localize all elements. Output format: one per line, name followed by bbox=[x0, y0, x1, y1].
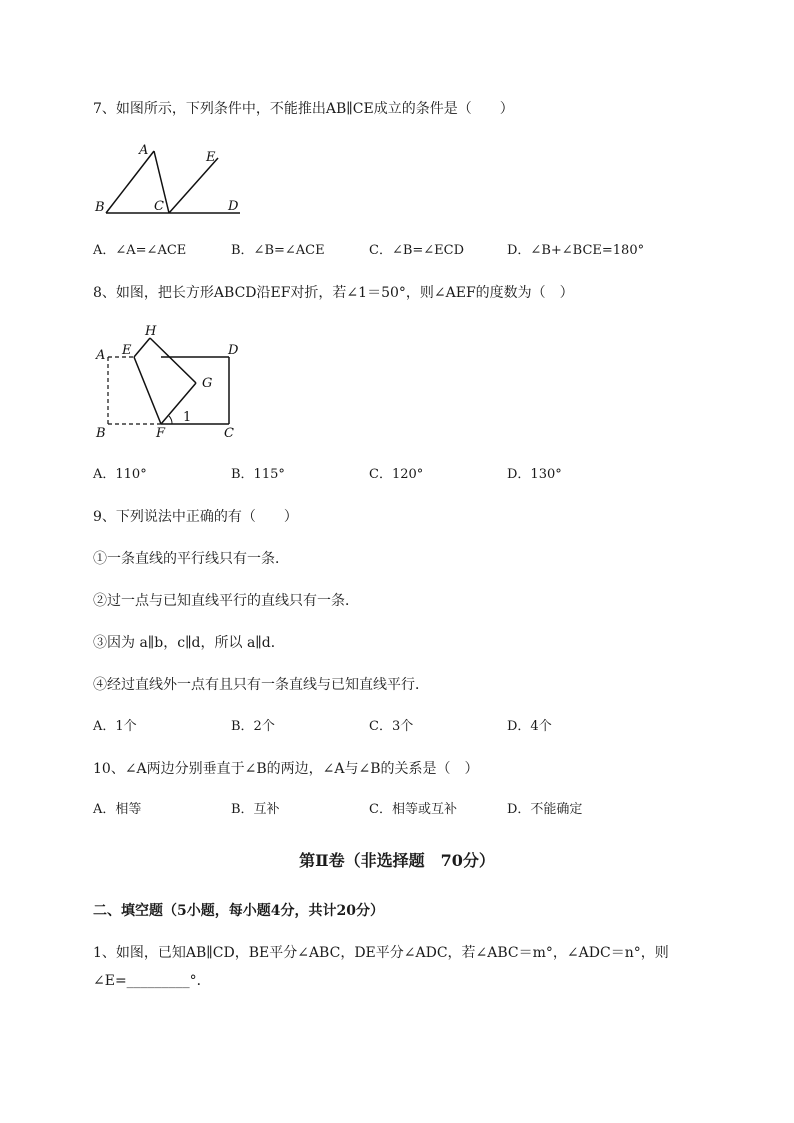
q10-option-d[interactable]: D．不能确定 bbox=[507, 802, 583, 817]
q10-option-c[interactable]: C．相等或互补 bbox=[369, 802, 457, 817]
q8-angle-arc bbox=[169, 416, 172, 424]
q9-statement-2: ②过一点与已知直线平行的直线只有一条． bbox=[93, 593, 359, 609]
q9-statement-1: ①一条直线的平行线只有一条． bbox=[93, 551, 289, 567]
q10-stem: 10、∠A两边分别垂直于∠B的两边，∠A与∠B的关系是（ ） bbox=[93, 761, 479, 777]
fill1-line-2: ∠E=_________°． bbox=[93, 973, 211, 989]
q7-options bbox=[93, 241, 713, 261]
q8-label-c: C bbox=[224, 426, 234, 441]
q9-option-d[interactable]: D．4个 bbox=[507, 719, 552, 734]
q8-label-b: B bbox=[96, 426, 106, 441]
q7-figure bbox=[90, 140, 260, 222]
q8-line-eh bbox=[134, 338, 150, 357]
q7-option-b[interactable]: B．∠B=∠ACE bbox=[231, 243, 325, 258]
q8-line-ef bbox=[134, 357, 161, 424]
q8-stem: 8、如图，把长方形ABCD沿EF对折，若∠1＝50°，则∠AEF的度数为（ ） bbox=[93, 285, 574, 301]
q9-options bbox=[93, 717, 713, 737]
q8-label-d: D bbox=[228, 343, 239, 358]
q9-option-b[interactable]: B．2个 bbox=[231, 719, 275, 734]
q10-options bbox=[93, 800, 713, 820]
q8-label-angle-1: 1 bbox=[183, 410, 192, 425]
q7-option-a[interactable]: A．∠A=∠ACE bbox=[93, 243, 187, 258]
q8-figure bbox=[90, 320, 250, 445]
q8-option-a[interactable]: A．110° bbox=[93, 467, 147, 482]
q8-label-f: F bbox=[156, 426, 166, 441]
q7-label-c: C bbox=[154, 199, 164, 214]
q9-option-c[interactable]: C．3个 bbox=[369, 719, 414, 734]
q7-option-c[interactable]: C．∠B=∠ECD bbox=[369, 243, 465, 258]
q10-option-a[interactable]: A．相等 bbox=[93, 802, 142, 817]
q7-option-d[interactable]: D．∠B+∠BCE=180° bbox=[507, 243, 645, 258]
q7-label-b: B bbox=[95, 200, 105, 215]
q10-option-b[interactable]: B．互补 bbox=[231, 802, 280, 817]
q8-option-b[interactable]: B．115° bbox=[231, 467, 285, 482]
q8-options bbox=[93, 465, 713, 485]
q7-label-e: E bbox=[206, 150, 216, 165]
q8-label-a: A bbox=[96, 348, 106, 363]
q8-label-e: E bbox=[122, 343, 132, 358]
q9-stem: 9、下列说法中正确的有（ ） bbox=[93, 509, 298, 525]
q7-label-d: D bbox=[228, 199, 239, 214]
q7-line-ba bbox=[106, 151, 154, 213]
fill1-line-1: 1、如图，已知AB∥CD，BE平分∠ABC，DE平分∠ADC，若∠ABC＝m°，∠ADC＝n°，则 bbox=[93, 945, 669, 961]
part-title: 二、填空题（5小题，每小题4分，共计20分） bbox=[93, 903, 384, 919]
section-title: 第Ⅱ卷（非选择题 70分） bbox=[299, 851, 495, 870]
q8-label-h: H bbox=[145, 324, 157, 339]
q9-option-a[interactable]: A．1个 bbox=[93, 719, 137, 734]
q7-line-ce bbox=[169, 158, 218, 213]
q8-option-d[interactable]: D．130° bbox=[507, 467, 562, 482]
q8-option-c[interactable]: C．120° bbox=[369, 467, 424, 482]
q7-stem: 7、如图所示，下列条件中，不能推出AB∥CE成立的条件是（ ） bbox=[93, 101, 514, 117]
q9-statement-3: ③因为 a∥b，c∥d，所以 a∥d． bbox=[93, 635, 285, 651]
q7-label-a: A bbox=[139, 143, 149, 158]
q8-label-g: G bbox=[202, 376, 213, 391]
q9-statement-4: ④经过直线外一点有且只有一条直线与已知直线平行． bbox=[93, 677, 429, 693]
q8-line-hg bbox=[150, 338, 196, 383]
